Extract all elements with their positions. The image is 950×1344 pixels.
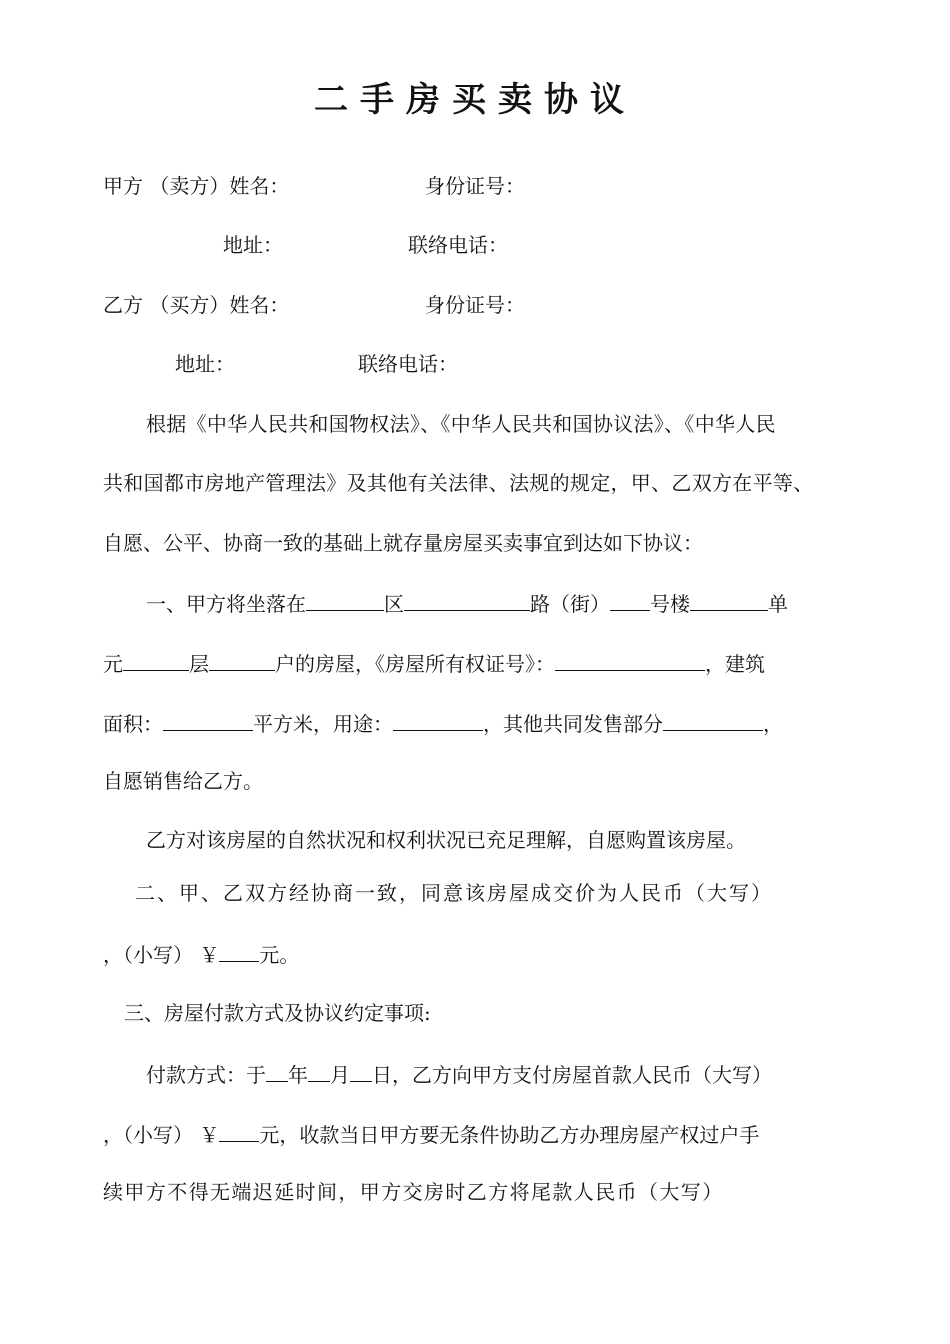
clause3-line-2: ，（小写） ￥ 元，收款当日甲方要无条件协助乙方办理房屋产权过户手 bbox=[103, 1119, 759, 1149]
clause1-line-4: 自愿销售给乙方。 bbox=[103, 769, 263, 793]
district-blank[interactable] bbox=[306, 588, 384, 611]
clause1-line-5: 乙方对该房屋的自然状况和权利状况已充足理解，自愿购置该房屋。 bbox=[146, 828, 746, 852]
preamble-line-2: 共和国都市房地产管理法》及其他有关法律、法规的规定，甲、乙双方在平等、 bbox=[103, 471, 814, 495]
buyer-name-label: 乙方 （买方）姓名： bbox=[103, 293, 290, 317]
building-no-blank[interactable] bbox=[610, 588, 650, 611]
seller-address-label: 地址： bbox=[223, 233, 283, 257]
road-blank[interactable] bbox=[404, 588, 530, 611]
usage-blank[interactable] bbox=[393, 708, 483, 731]
unit-blank[interactable] bbox=[690, 588, 768, 611]
clause1-line-2: 元 层 户的房屋，《房屋所有权证号》： ，建筑 bbox=[103, 648, 765, 678]
seller-id-label: 身份证号： bbox=[425, 174, 525, 198]
seller-name-label: 甲方 （卖方）姓名： bbox=[103, 174, 290, 198]
month-blank[interactable] bbox=[308, 1059, 330, 1082]
year-blank[interactable] bbox=[266, 1059, 288, 1082]
price-lower-blank[interactable] bbox=[219, 939, 259, 962]
clause3-line-1: 付款方式：于 年 月 日，乙方向甲方支付房屋首款人民币（大写） bbox=[146, 1059, 772, 1089]
certificate-no-blank[interactable] bbox=[555, 648, 705, 671]
preamble-line-1: 根据《中华人民共和国物权法》、《中华人民共和国协议法》、《中华人民 bbox=[146, 412, 776, 436]
floor-blank[interactable] bbox=[123, 648, 189, 671]
buyer-address-label: 地址： bbox=[175, 352, 235, 376]
room-blank[interactable] bbox=[209, 648, 275, 671]
clause1-line-1: 一、甲方将坐落在 区 路（街） 号楼 单 bbox=[146, 588, 788, 618]
document-title: 二手房买卖协议 bbox=[314, 80, 636, 120]
down-payment-lower-blank[interactable] bbox=[219, 1119, 259, 1142]
buyer-id-label: 身份证号： bbox=[425, 293, 525, 317]
clause3-heading: 三、房屋付款方式及协议约定事项: bbox=[124, 1001, 431, 1025]
day-blank[interactable] bbox=[350, 1059, 372, 1082]
seller-phone-label: 联络电话： bbox=[408, 233, 508, 257]
clause2-line-1: 二、甲、乙双方经协商一致，同意该房屋成交价为人民币（大写） bbox=[135, 881, 773, 905]
clause1-line-3: 面积： 平方米，用途： ，其他共同发售部分 ， bbox=[103, 708, 783, 738]
clause3-line-3: 续甲方不得无端迟延时间，甲方交房时乙方将尾款人民币（大写） bbox=[103, 1180, 724, 1204]
area-blank[interactable] bbox=[163, 708, 253, 731]
buyer-phone-label: 联络电话： bbox=[358, 352, 458, 376]
shared-parts-blank[interactable] bbox=[663, 708, 763, 731]
clause2-line-2: ，（小写） ￥ 元。 bbox=[103, 939, 299, 969]
preamble-line-3: 自愿、公平、协商一致的基础上就存量房屋买卖事宜到达如下协议： bbox=[103, 531, 703, 555]
